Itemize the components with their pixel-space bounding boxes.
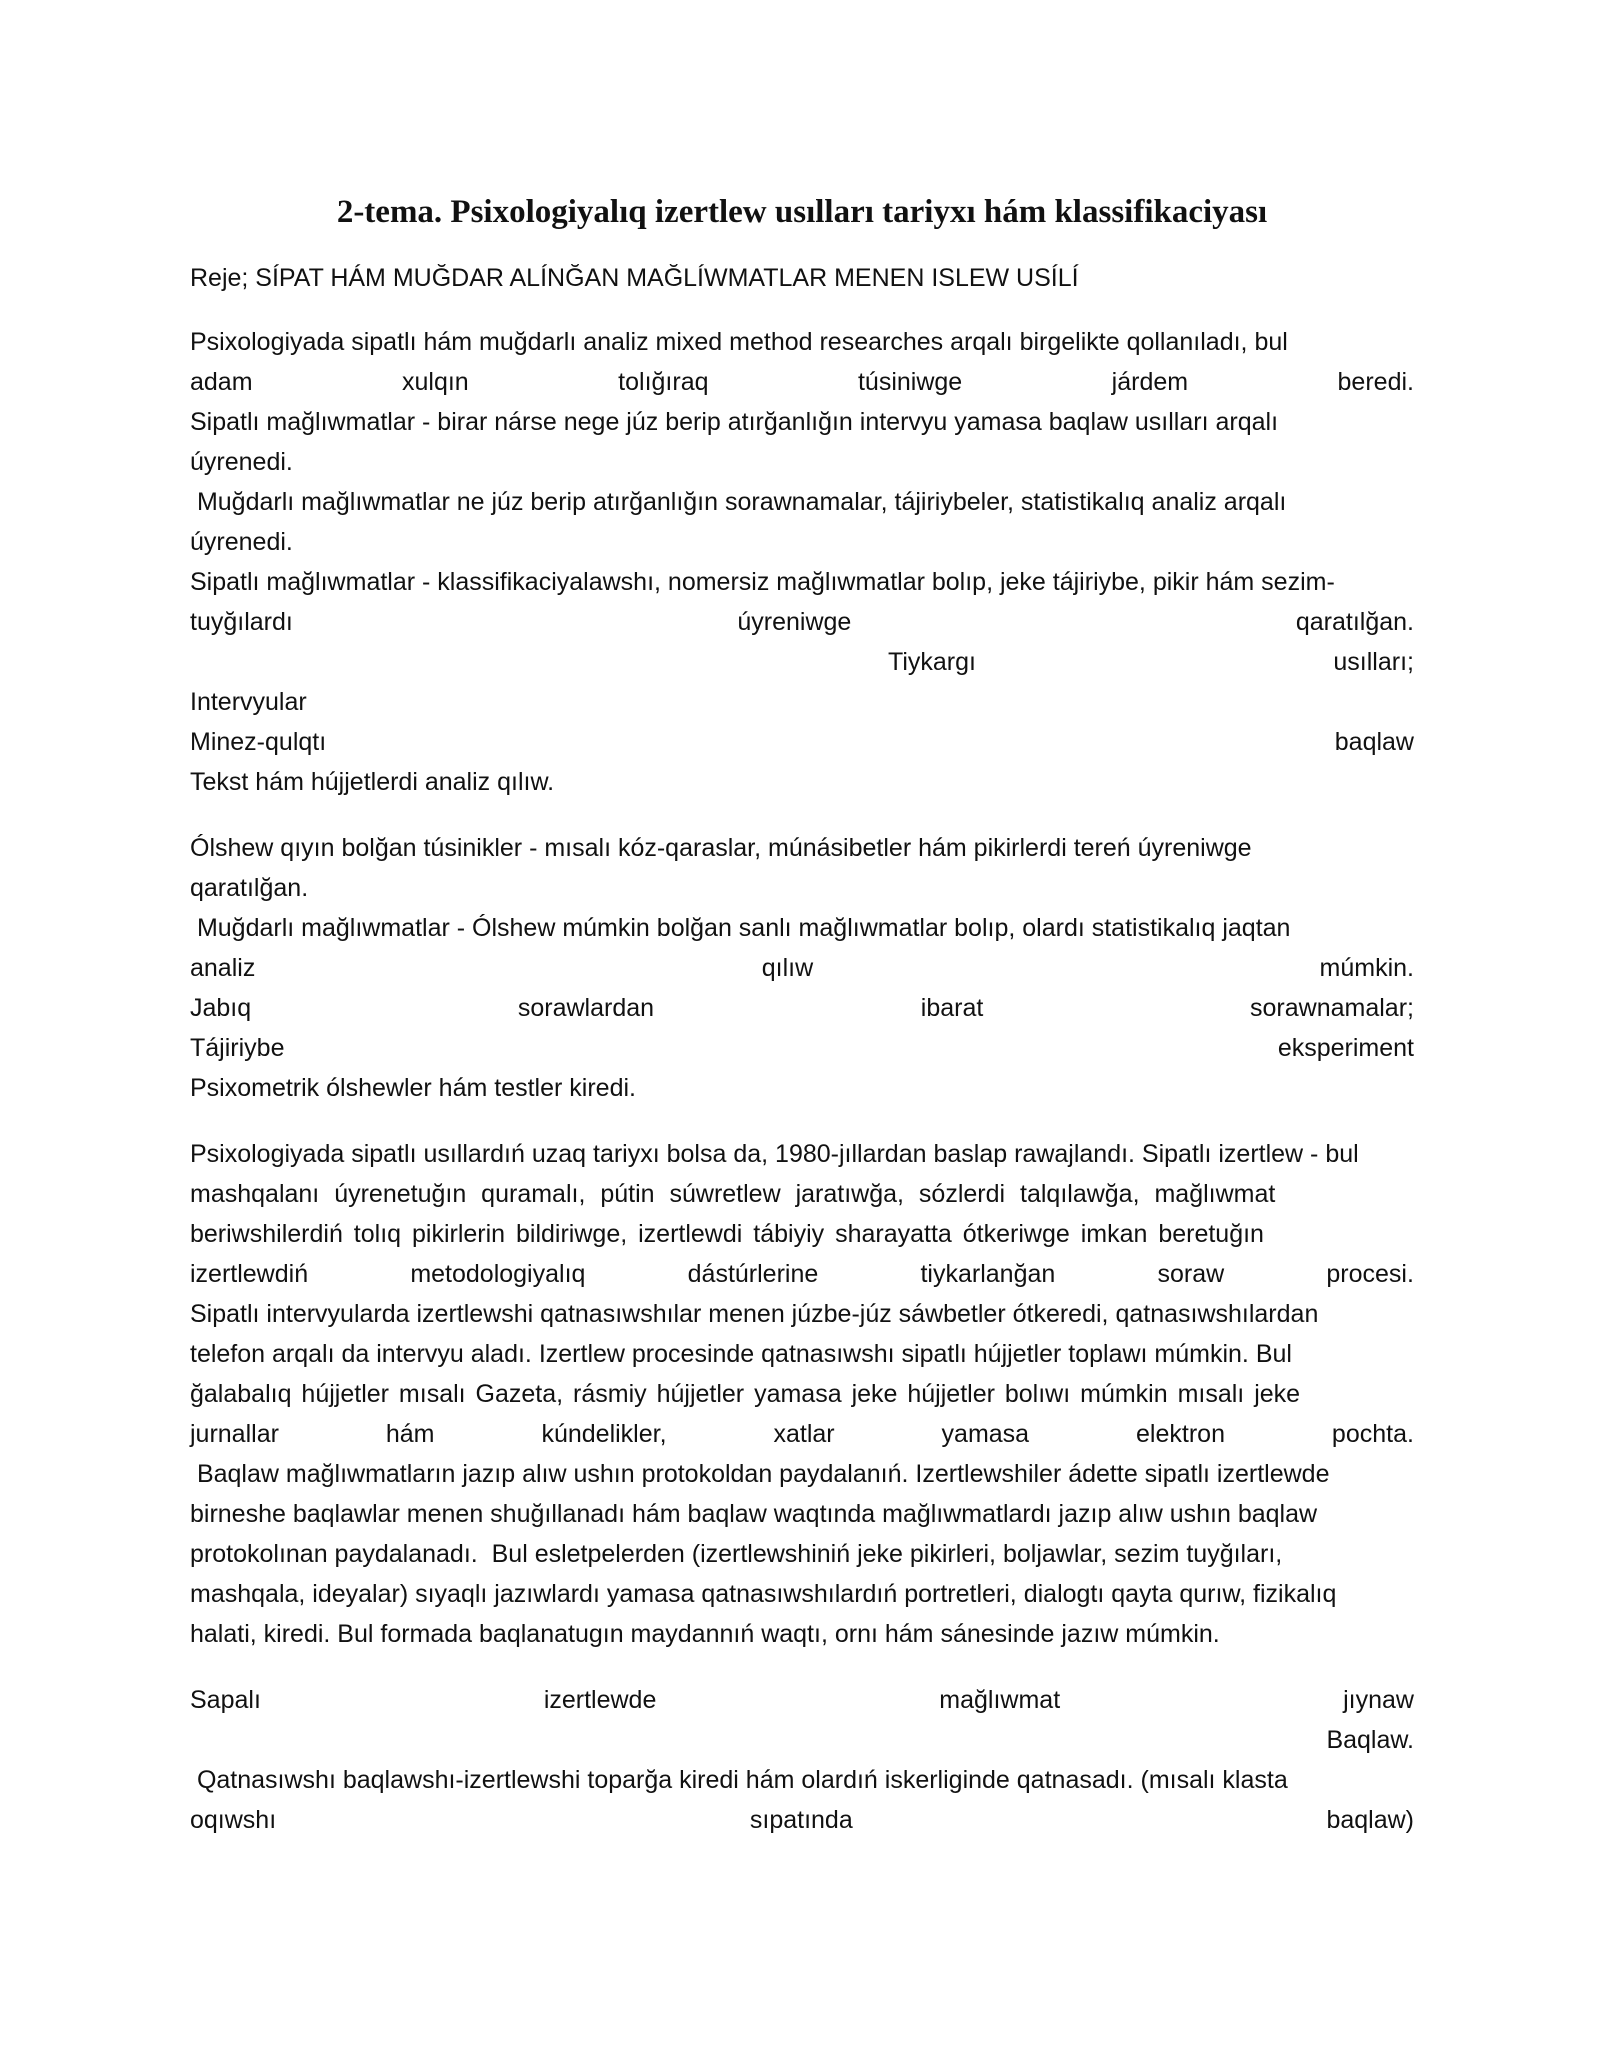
paragraph-line xyxy=(190,1494,1414,1534)
word: ibarat xyxy=(920,994,984,1022)
word: sorawnamalar; xyxy=(1250,994,1414,1022)
word: yamasa xyxy=(941,1420,1030,1448)
word: múmkin. xyxy=(1319,954,1414,982)
word: Jabıq xyxy=(190,994,252,1022)
word: kúndelikler, xyxy=(541,1420,667,1448)
paragraph-line xyxy=(190,1414,1414,1454)
text-line: ğalabalıq hújjetler mısalı Gazeta, rásmiy hújjetler yamasa jeke hújjetler bolıwı múmkin mısalı jeke xyxy=(190,1380,1301,1408)
word: Tiykargı xyxy=(888,648,976,676)
paragraph-line xyxy=(190,1680,1414,1720)
paragraph-line xyxy=(190,402,1414,442)
paragraph-line: Baqlaw. xyxy=(1326,1726,1414,1754)
text-line: Psixologiyada sipatlı usıllardıń uzaq tariyxı bolsa da, 1980-jıllardan baslap rawajlandı. Sipatlı izertlew - bul xyxy=(190,1140,1359,1168)
word: úyreniwge xyxy=(737,608,852,636)
word: tolığıraq xyxy=(618,368,709,396)
paragraph-line xyxy=(190,1760,1414,1800)
word: Tájiriybe xyxy=(190,1034,285,1062)
word: adam xyxy=(190,368,253,396)
text-line: Baqlaw mağlıwmatların jazıp alıw ushın protokoldan paydalanıń. Izertlewshiler ádette sipatlı izertlewde xyxy=(190,1460,1330,1488)
text-line: protokolınan paydalanadı. Bul esletpelerden (izertlewshiniń jeke pikirleri, boljawlar, sezim tuyğıları, xyxy=(190,1540,1283,1568)
paragraph-line xyxy=(190,362,1414,402)
text-line: birneshe baqlawlar menen shuğıllanadı hám baqlaw waqtında mağlıwmatlardı jazıp alıw ushın baqlaw xyxy=(190,1500,1318,1528)
word: baqlaw xyxy=(1334,728,1414,756)
word: Minez-qulqtı xyxy=(190,728,327,756)
paragraph-line xyxy=(190,602,1414,642)
word: tuyğılardı xyxy=(190,608,293,636)
paragraph-line xyxy=(190,482,1414,522)
paragraph-line xyxy=(190,1174,1414,1214)
word: procesi. xyxy=(1326,1260,1414,1288)
word: dástúrlerine xyxy=(687,1260,819,1288)
word: sıpatında xyxy=(749,1806,853,1834)
word: oqıwshı xyxy=(190,1806,277,1834)
word: tiykarlanğan xyxy=(920,1260,1056,1288)
paragraph-line xyxy=(190,1574,1414,1614)
word: Sapalı xyxy=(190,1686,261,1714)
paragraph-line xyxy=(190,562,1414,602)
text-line: telefon arqalı da intervyu aladı. Izertlew procesinde qatnasıwshı sipatlı hújjetler toplawı múmkin. Bul xyxy=(190,1340,1292,1368)
paragraph-line: úyrenedi. xyxy=(190,528,293,556)
text-line: Sipatlı intervyularda izertlewshi qatnasıwshılar menen júzbe-júz sáwbetler ótkeredi, qatnasıwshılardan xyxy=(190,1300,1319,1328)
paragraph-line xyxy=(190,1028,1414,1068)
word: eksperiment xyxy=(1277,1034,1414,1062)
word: jurnallar xyxy=(190,1420,279,1448)
paragraph-line xyxy=(190,1534,1414,1574)
word: túsiniwge xyxy=(857,368,963,396)
paragraph-line xyxy=(190,722,1414,762)
paragraph-line: halati, kiredi. Bul formada baqlanatugın maydannıń waqtı, ornı hám sánesinde jazıw múmkin. xyxy=(190,1620,1220,1648)
text-line: Muğdarlı mağlıwmatlar - Ólshew múmkin bolğan sanlı mağlıwmatlar bolıp, olardı statistikalıq jaqtan xyxy=(190,914,1291,942)
text-line: beriwshilerdiń tolıq pikirlerin bildiriwge, izertlewdi tábiyiy sharayatta ótkeriwge imkan beretuğın xyxy=(190,1220,1264,1248)
word: pochta. xyxy=(1331,1420,1414,1448)
word: qaratılğan. xyxy=(1295,608,1414,636)
paragraph-line xyxy=(190,1134,1414,1174)
text-line: Qatnasıwshı baqlawshı-izertlewshi toparğa kiredi hám olardıń iskerliginde qatnasadı. (mısalı klasta xyxy=(190,1766,1288,1794)
paragraph-line xyxy=(190,1294,1414,1334)
text-line: mashqalanı úyrenetuğın quramalı, pútin súwretlew jaratıwğa, sózlerdi talqılawğa, mağlıwmat xyxy=(190,1180,1276,1208)
text-line: Sipatlı mağlıwmatlar - birar nárse nege júz berip atırğanlığın intervyu yamasa baqlaw usılları arqalı xyxy=(190,408,1279,436)
text-line: Sipatlı mağlıwmatlar - klassifikaciyalawshı, nomersiz mağlıwmatlar bolıp, jeke tájiriybe, pikir hám sezim- xyxy=(190,568,1335,596)
word: analiz xyxy=(190,954,256,982)
word: qılıw xyxy=(761,954,814,982)
word: elektron xyxy=(1136,1420,1225,1448)
word: járdem xyxy=(1111,368,1189,396)
paragraph-line: úyrenedi. xyxy=(190,448,293,476)
word: mağlıwmat xyxy=(939,1686,1061,1714)
word: izertlewdiń xyxy=(190,1260,309,1288)
word: xatlar xyxy=(773,1420,835,1448)
paragraph-line xyxy=(888,642,1414,682)
word: baqlaw) xyxy=(1326,1806,1414,1834)
word: beredi. xyxy=(1337,368,1414,396)
plan-line: Reje; SÍPAT HÁM MUĞDAR ALÍNĞAN MAĞLÍWMATLAR MENEN ISLEW USÍLÍ xyxy=(190,264,1079,292)
paragraph-line xyxy=(190,1214,1414,1254)
text-line: Ólshew qıyın bolğan túsinikler - mısalı kóz-qaraslar, múnásibetler hám pikirlerdi tereń úyreniwge xyxy=(190,834,1252,862)
word: sorawlardan xyxy=(517,994,655,1022)
paragraph-line: qaratılğan. xyxy=(190,874,309,902)
word: soraw xyxy=(1157,1260,1225,1288)
word: metodologiyalıq xyxy=(410,1260,586,1288)
paragraph-line xyxy=(190,948,1414,988)
paragraph-line xyxy=(190,828,1414,868)
paragraph-line xyxy=(190,1454,1414,1494)
paragraph-line: Intervyular xyxy=(190,688,307,716)
paragraph-line xyxy=(190,1334,1414,1374)
paragraph-line xyxy=(190,1374,1414,1414)
paragraph-line xyxy=(190,1254,1414,1294)
paragraph-line: Tekst hám hújjetlerdi analiz qılıw. xyxy=(190,768,555,796)
text-line: Psixologiyada sipatlı hám muğdarlı analiz mixed method researches arqalı birgelikte qollanıladı, bul xyxy=(190,328,1288,356)
text-line: mashqala, ideyalar) sıyaqlı jazıwlardı yamasa qatnasıwshılardıń portretleri, dialogtı qayta qurıw, fizikalıq xyxy=(190,1580,1337,1608)
word: jıynaw xyxy=(1343,1686,1414,1714)
document-title: 2-tema. Psixologiyalıq izertlew usılları tariyxı hám klassifikaciyası xyxy=(336,194,1268,230)
word: usılları; xyxy=(1333,648,1414,676)
text-line: Muğdarlı mağlıwmatlar ne júz berip atırğanlığın sorawnamalar, tájiriybeler, statistikalıq analiz arqalı xyxy=(190,488,1287,516)
paragraph-line xyxy=(190,1800,1414,1840)
paragraph-line xyxy=(190,322,1414,362)
word: izertlewde xyxy=(543,1686,657,1714)
paragraph-line: Psixometrik ólshewler hám testler kiredi. xyxy=(190,1074,636,1102)
word: hám xyxy=(385,1420,435,1448)
paragraph-line xyxy=(190,908,1414,948)
word: xulqın xyxy=(402,368,469,396)
paragraph-line xyxy=(190,988,1414,1028)
